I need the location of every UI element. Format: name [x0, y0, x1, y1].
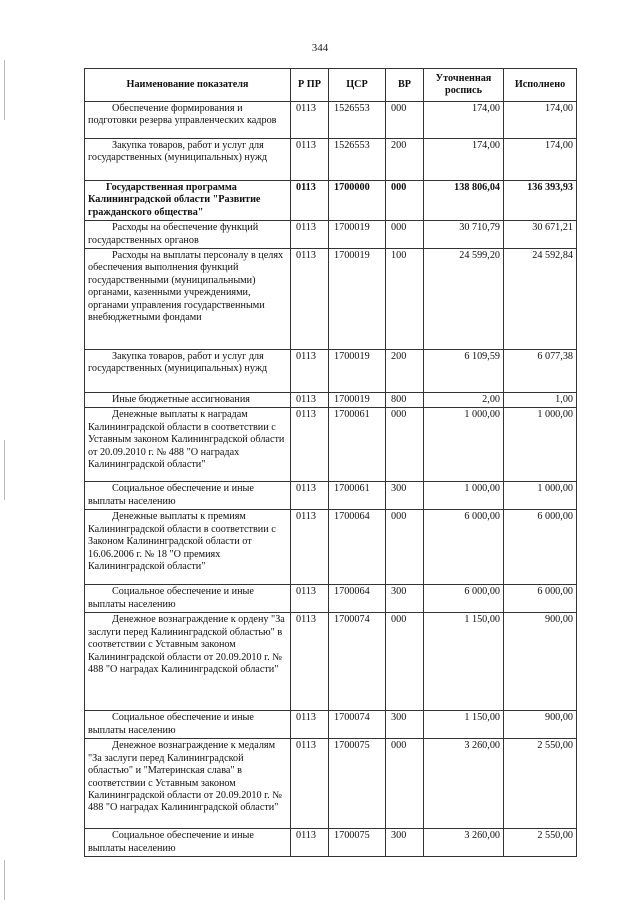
row-vr-cell: 300 [386, 482, 424, 510]
table-row [85, 221, 577, 249]
row-planned-cell: 1 150,00 [424, 711, 504, 739]
row-executed-cell: 136 393,93 [504, 181, 577, 221]
table-row [85, 482, 577, 510]
row-executed-cell: 174,00 [504, 102, 577, 139]
row-csr-cell: 1700061 [329, 482, 386, 510]
row-name-cell: Социальное обеспечение и иные выплаты населению [85, 482, 291, 510]
row-executed-cell: 1 000,00 [504, 408, 577, 482]
row-vr-cell: 000 [386, 408, 424, 482]
row-name-cell: Социальное обеспечение и иные выплаты населению [85, 585, 291, 613]
row-csr-cell: 1700074 [329, 613, 386, 711]
row-rpr-cell: 0113 [291, 482, 329, 510]
table-header-row [85, 69, 577, 102]
row-vr-cell: 300 [386, 585, 424, 613]
row-csr-cell: 1700000 [329, 181, 386, 221]
row-name-cell: Государственная программа Калининградской области "Развитие гражданского общества" [85, 181, 291, 221]
page-number: 344 [311, 42, 329, 54]
table-row [85, 139, 577, 181]
row-vr-cell: 000 [386, 221, 424, 249]
row-name-cell: Социальное обеспечение и иные выплаты населению [85, 829, 291, 857]
row-rpr-cell: 0113 [291, 350, 329, 393]
table-row [85, 510, 577, 585]
row-executed-cell: 2 550,00 [504, 739, 577, 829]
row-csr-cell: 1700075 [329, 829, 386, 857]
row-executed-cell: 6 077,38 [504, 350, 577, 393]
row-planned-cell: 1 150,00 [424, 613, 504, 711]
row-rpr-cell: 0113 [291, 393, 329, 408]
row-rpr-cell: 0113 [291, 139, 329, 181]
row-executed-cell: 900,00 [504, 711, 577, 739]
table-row [85, 181, 577, 221]
row-csr-cell: 1526553 [329, 139, 386, 181]
row-name-cell: Закупка товаров, работ и услуг для государственных (муниципальных) нужд [85, 350, 291, 393]
row-vr-cell: 000 [386, 510, 424, 585]
table-row [85, 102, 577, 139]
row-executed-cell: 24 592,84 [504, 249, 577, 350]
row-planned-cell: 1 000,00 [424, 482, 504, 510]
row-csr-cell: 1700019 [329, 221, 386, 249]
row-rpr-cell: 0113 [291, 249, 329, 350]
row-name-cell: Денежные выплаты к премиям Калининградской области в соответствии с Законом Калининградской области от 16.06.2006 г. № 18 "О премиях Калининградской области" [85, 510, 291, 585]
row-name-cell: Денежное вознаграждение к медалям "За заслуги перед Калининградской областью" и "Материнская слава" в соответствии с Уставным законом Калининградской области от 20.09.2010 г. № 488 "О наградах Калининградской области" [85, 739, 291, 829]
header-name: Наименование показателя [85, 69, 291, 102]
table-row [85, 393, 577, 408]
binding-margin-mark [4, 440, 5, 500]
row-rpr-cell: 0113 [291, 711, 329, 739]
row-vr-cell: 000 [386, 739, 424, 829]
row-rpr-cell: 0113 [291, 829, 329, 857]
row-vr-cell: 100 [386, 249, 424, 350]
row-executed-cell: 1,00 [504, 393, 577, 408]
row-rpr-cell: 0113 [291, 181, 329, 221]
row-vr-cell: 300 [386, 711, 424, 739]
table-row [85, 613, 577, 711]
row-planned-cell: 138 806,04 [424, 181, 504, 221]
header-planned: Уточненная роспись [424, 69, 504, 102]
header-vr: ВР [386, 69, 424, 102]
table-row [85, 350, 577, 393]
row-planned-cell: 30 710,79 [424, 221, 504, 249]
table-row [85, 739, 577, 829]
row-vr-cell: 800 [386, 393, 424, 408]
row-rpr-cell: 0113 [291, 510, 329, 585]
row-planned-cell: 1 000,00 [424, 408, 504, 482]
row-rpr-cell: 0113 [291, 739, 329, 829]
row-planned-cell: 6 000,00 [424, 510, 504, 585]
table-row [85, 711, 577, 739]
table-row [85, 408, 577, 482]
table-row [85, 829, 577, 857]
row-csr-cell: 1700064 [329, 510, 386, 585]
row-executed-cell: 6 000,00 [504, 585, 577, 613]
row-name-cell: Закупка товаров, работ и услуг для государственных (муниципальных) нужд [85, 139, 291, 181]
table-row [85, 585, 577, 613]
row-vr-cell: 300 [386, 829, 424, 857]
row-vr-cell: 000 [386, 613, 424, 711]
header-rpr: Р ПР [291, 69, 329, 102]
row-rpr-cell: 0113 [291, 408, 329, 482]
row-rpr-cell: 0113 [291, 585, 329, 613]
row-csr-cell: 1700074 [329, 711, 386, 739]
row-csr-cell: 1700019 [329, 350, 386, 393]
row-rpr-cell: 0113 [291, 613, 329, 711]
row-rpr-cell: 0113 [291, 221, 329, 249]
binding-margin-mark [4, 60, 5, 120]
row-name-cell: Денежные выплаты к наградам Калининградской области в соответствии с Уставным законом Калининградской области от 20.09.2010 г. № 488 "О наградах Калининградской области" [85, 408, 291, 482]
row-executed-cell: 174,00 [504, 139, 577, 181]
row-executed-cell: 1 000,00 [504, 482, 577, 510]
row-csr-cell: 1700075 [329, 739, 386, 829]
row-vr-cell: 000 [386, 102, 424, 139]
row-csr-cell: 1700061 [329, 408, 386, 482]
row-name-cell: Обеспечение формирования и подготовки резерва управленческих кадров [85, 102, 291, 139]
row-csr-cell: 1700019 [329, 393, 386, 408]
row-name-cell: Денежное вознаграждение к ордену "За заслуги перед Калининградской областью" в соответствии с Уставным законом Калининградской области от 20.09.2010 г. № 488 "О наградах Калининградской области" [85, 613, 291, 711]
row-executed-cell: 6 000,00 [504, 510, 577, 585]
row-vr-cell: 200 [386, 350, 424, 393]
row-csr-cell: 1700019 [329, 249, 386, 350]
row-planned-cell: 174,00 [424, 102, 504, 139]
row-planned-cell: 3 260,00 [424, 829, 504, 857]
row-csr-cell: 1526553 [329, 102, 386, 139]
row-csr-cell: 1700064 [329, 585, 386, 613]
binding-margin-mark [4, 860, 5, 900]
row-planned-cell: 3 260,00 [424, 739, 504, 829]
row-planned-cell: 6 000,00 [424, 585, 504, 613]
row-name-cell: Расходы на выплаты персоналу в целях обеспечения выполнения функций государственными (муниципальными) органами, казенными учреждениями, органами управления государственными внебюджетными фондами [85, 249, 291, 350]
row-planned-cell: 6 109,59 [424, 350, 504, 393]
row-vr-cell: 000 [386, 181, 424, 221]
row-executed-cell: 2 550,00 [504, 829, 577, 857]
row-planned-cell: 174,00 [424, 139, 504, 181]
row-rpr-cell: 0113 [291, 102, 329, 139]
header-csr: ЦСР [329, 69, 386, 102]
row-executed-cell: 900,00 [504, 613, 577, 711]
row-name-cell: Иные бюджетные ассигнования [85, 393, 291, 408]
row-vr-cell: 200 [386, 139, 424, 181]
row-planned-cell: 2,00 [424, 393, 504, 408]
row-planned-cell: 24 599,20 [424, 249, 504, 350]
budget-execution-table [84, 68, 577, 857]
row-name-cell: Расходы на обеспечение функций государственных органов [85, 221, 291, 249]
row-name-cell: Социальное обеспечение и иные выплаты населению [85, 711, 291, 739]
row-executed-cell: 30 671,21 [504, 221, 577, 249]
table-row [85, 249, 577, 350]
header-executed: Исполнено [504, 69, 577, 102]
